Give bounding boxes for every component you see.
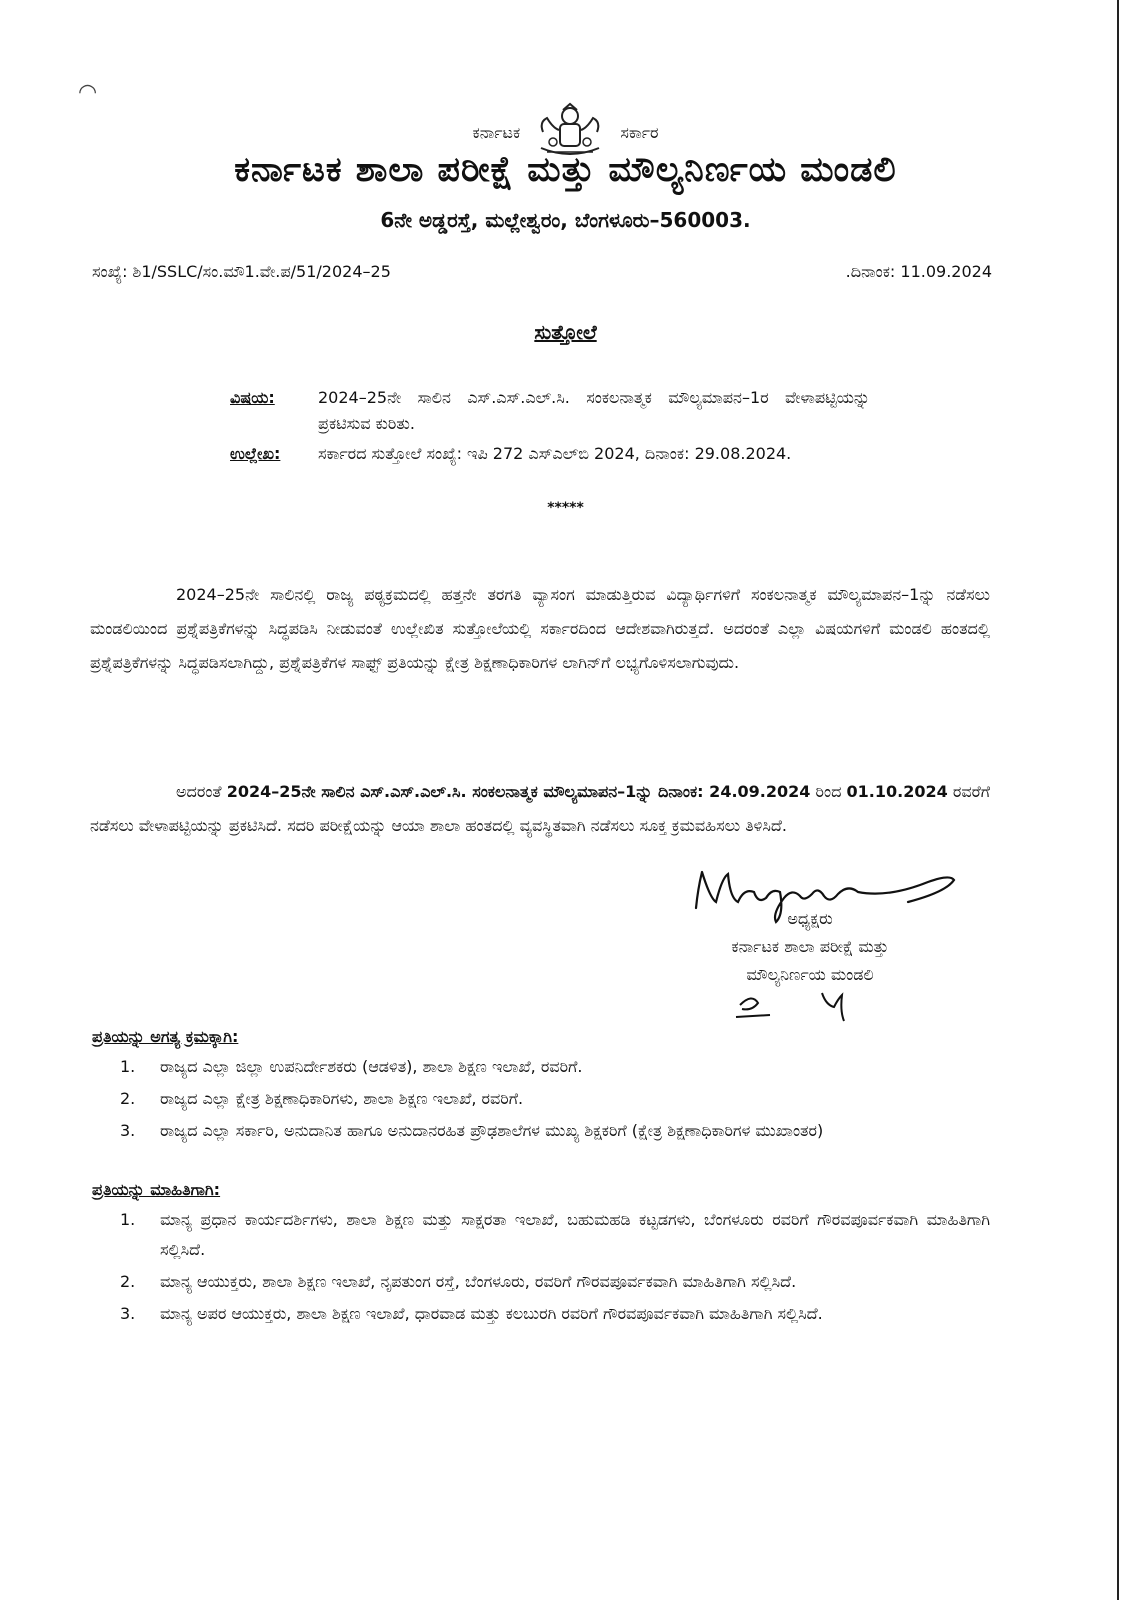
- list-item: [120, 1084, 990, 1114]
- list-text: ರಾಜ್ಯದ ಎಲ್ಲಾ ಸರ್ಕಾರಿ, ಅನುದಾನಿತ ಹಾಗೂ ಅನುದಾನರಹಿತ ಪ್ರೌಢಶಾಲೆಗಳ ಮುಖ್ಯ ಶಿಕ್ಷಕರಿಗೆ (ಕ್ಷೇತ್ರ ಶಿಕ್ಷಣಾಧಿಕಾರಿಗಳ ಮುಖಾಂತರ): [160, 1121, 824, 1140]
- list-number: 2.: [120, 1272, 136, 1291]
- list-number: 3.: [120, 1304, 136, 1323]
- list-text: ಮಾನ್ಯ ಆಯುಕ್ತರು, ಶಾಲಾ ಶಿಕ್ಷಣ ಇಲಾಖೆ, ನೃಪತುಂಗ ರಸ್ತೆ, ಬೆಂಗಳೂರು, ರವರಿಗೆ ಗೌರವಪೂರ್ವಕವಾಗಿ ಮಾಹಿತಿಗಾಗಿ ಸಲ್ಲಿಸಿದೆ.: [160, 1272, 797, 1291]
- list-number: 2.: [120, 1089, 136, 1108]
- page-edge-line: [1117, 0, 1119, 1600]
- reference-note-label: ಉಲ್ಲೇಖ:: [230, 444, 281, 463]
- list-item: [120, 1299, 990, 1329]
- reference-note-text: ಸರ್ಕಾರದ ಸುತ್ತೋಲೆ ಸಂಖ್ಯೆ: ಇಪಿ 272 ಎಸ್‌ಎಲ್‌ಬಿ 2024, ದಿನಾಂಕ: 29.08.2024.: [318, 444, 792, 463]
- list-item: [120, 1116, 990, 1146]
- list-text: ಮಾನ್ಯ ಅಪರ ಆಯುಕ್ತರು, ಶಾಲಾ ಶಿಕ್ಷಣ ಇಲಾಖೆ, ಧಾರವಾಡ ಮತ್ತು ಕಲಬುರಗಿ ರವರಿಗೆ ಗೌರವಪೂರ್ವಕವಾಗಿ ಮಾಹಿತಿಗಾಗಿ ಸಲ್ಲಿಸಿದೆ.: [160, 1304, 823, 1323]
- subject-row: [230, 385, 870, 437]
- signatory-block: [660, 905, 960, 989]
- body-paragraph-2: [90, 775, 990, 843]
- paragraph2-part1: ಅದರಂತೆ: [176, 782, 227, 801]
- body-paragraph-1: 2024–25ನೇ ಸಾಲಿನಲ್ಲಿ ರಾಜ್ಯ ಪಠ್ಯಕ್ರಮದಲ್ಲಿ ಹತ್ತನೇ ತರಗತಿ ವ್ಯಾಸಂಗ ಮಾಡುತ್ತಿರುವ ವಿದ್ಯಾರ್ಥಿಗಳಿಗೆ ಸಂಕಲನಾತ್ಮಕ ಮೌಲ್ಯಮಾಪನ–1ನ್ನು ನಡೆಸಲು ಮಂಡಲಿಯಿಂದ ಪ್ರಶ್ನೆಪತ್ರಿಕೆಗಳನ್ನು ಸಿದ್ಧಪಡಿಸಿ ನೀಡುವಂತೆ ಉಲ್ಲೇಖಿತ ಸುತ್ತೋಲೆಯಲ್ಲಿ ಸರ್ಕಾರದಿಂದ ಆದೇಶವಾಗಿರುತ್ತದೆ. ಅದರಂತೆ ಎಲ್ಲಾ ವಿಷಯಗಳಿಗೆ ಮಂಡಲಿ ಹಂತದಲ್ಲಿ ಪ್ರಶ್ನೆಪತ್ರಿಕೆಗಳನ್ನು ಸಿದ್ಧಪಡಿಸಲಾಗಿದ್ದು, ಪ್ರಶ್ನೆಪತ್ರಿಕೆಗಳ ಸಾಫ್ಟ್ ಪ್ರತಿಯನ್ನು ಕ್ಷೇತ್ರ ಶಿಕ್ಷಣಾಧಿಕಾರಿಗಳ ಲಾಗಿನ್‌ಗೆ ಲಭ್ಯಗೊಳಿಸಲಾಗುವುದು.: [90, 585, 990, 672]
- corner-mark-icon: ◠: [78, 80, 98, 105]
- paragraph2-part2: ರಿಂದ: [810, 782, 847, 801]
- subject-text: 2024–25ನೇ ಸಾಲಿನ ಎಸ್.ಎಸ್.ಎಲ್.ಸಿ. ಸಂಕಲನಾತ್ಮಕ ಮೌಲ್ಯಮಾಪನ–1ರ ವೇಳಾಪಟ್ಟಿಯನ್ನು ಪ್ರಕಟಿಸುವ ಕುರಿತು.: [318, 388, 870, 433]
- separator-stars: *****: [547, 500, 584, 516]
- circular-heading: ಸುತ್ತೋಲೆ: [534, 320, 597, 344]
- list-text: ಮಾನ್ಯ ಪ್ರಧಾನ ಕಾರ್ಯದರ್ಶಿಗಳು, ಶಾಲಾ ಶಿಕ್ಷಣ ಮತ್ತು ಸಾಕ್ಷರತಾ ಇಲಾಖೆ, ಬಹುಮಹಡಿ ಕಟ್ಟಡಗಳು, ಬೆಂಗಳೂರು ರವರಿಗೆ ಗೌರವಪೂರ್ವಕವಾಗಿ ಮಾಹಿತಿಗಾಗಿ ಸಲ್ಲಿಸಿದೆ.: [160, 1210, 990, 1259]
- copy-info-list: [120, 1205, 990, 1331]
- reference-date: .ದಿನಾಂಕ: 11.09.2024: [845, 262, 992, 281]
- initials-icon: [730, 985, 860, 1025]
- subject-block: [230, 385, 870, 471]
- subject-label: ವಿಷಯ:: [230, 388, 275, 407]
- list-number: 3.: [120, 1121, 136, 1140]
- paragraph2-bold2: 01.10.2024: [846, 782, 948, 801]
- list-number: 1.: [120, 1210, 136, 1229]
- signatory-org-line1: ಕರ್ನಾಟಕ ಶಾಲಾ ಪರೀಕ್ಷೆ ಮತ್ತು: [731, 937, 889, 956]
- list-text: ರಾಜ್ಯದ ಎಲ್ಲಾ ಕ್ಷೇತ್ರ ಶಿಕ್ಷಣಾಧಿಕಾರಿಗಳು, ಶಾಲಾ ಶಿಕ್ಷಣ ಇಲಾಖೆ, ರವರಿಗೆ.: [160, 1089, 524, 1108]
- header-right-text: ಸರ್ಕಾರ: [620, 123, 659, 142]
- reference-number: ಸಂಖ್ಯೆ: ಶಿ1/SSLC/ಸಂ.ಮೌ1.ವೇ.ಪ/51/2024–25: [92, 262, 391, 281]
- paragraph2-part3: ರವರೆಗೆ ನಡೆಸಲು ವೇಳಾಪಟ್ಟಿಯನ್ನು ಪ್ರಕಟಿಸಿದೆ. ಸದರಿ ಪರೀಕ್ಷೆಯನ್ನು ಆಯಾ ಶಾಲಾ ಹಂತದಲ್ಲಿ ವ್ಯವಸ್ಥಿತವಾಗಿ ನಡೆಸಲು ಸೂಕ್ತ ಕ್ರಮವಹಿಸಲು ತಿಳಿಸಿದೆ.: [90, 782, 991, 835]
- list-item: [120, 1052, 990, 1082]
- signatory-org-line2: ಮೌಲ್ಯನಿರ್ಣಯ ಮಂಡಲಿ: [746, 965, 874, 984]
- reference-note-row: [230, 441, 870, 467]
- organization-title: ಕರ್ನಾಟಕ ಶಾಲಾ ಪರೀಕ್ಷೆ ಮತ್ತು ಮೌಲ್ಯನಿರ್ಣಯ ಮಂಡಲಿ: [234, 150, 897, 190]
- organization-address: 6ನೇ ಅಡ್ಡರಸ್ತೆ, ಮಲ್ಲೇಶ್ವರಂ, ಬೆಂಗಳೂರು–560003.: [380, 208, 751, 232]
- list-item: [120, 1205, 990, 1265]
- list-text: ರಾಜ್ಯದ ಎಲ್ಲಾ ಜಿಲ್ಲಾ ಉಪನಿರ್ದೇಶಕರು (ಆಡಳಿತ), ಶಾಲಾ ಶಿಕ್ಷಣ ಇಲಾಖೆ, ರವರಿಗೆ.: [160, 1057, 583, 1076]
- copy-action-list: [120, 1052, 990, 1148]
- paragraph2-bold1: 2024–25ನೇ ಸಾಲಿನ ಎಸ್.ಎಸ್.ಎಲ್.ಸಿ. ಸಂಕಲನಾತ್ಮಕ ಮೌಲ್ಯಮಾಪನ–1ನ್ನು ದಿನಾಂಕ: 24.09.2024: [226, 782, 811, 801]
- copy-action-heading: ಪ್ರತಿಯನ್ನು ಅಗತ್ಯ ಕ್ರಮಕ್ಕಾಗಿ:: [92, 1027, 239, 1046]
- list-item: [120, 1267, 990, 1297]
- list-number: 1.: [120, 1057, 136, 1076]
- copy-info-heading: ಪ್ರತಿಯನ್ನು ಮಾಹಿತಿಗಾಗಿ:: [92, 1180, 221, 1199]
- header-left-text: ಕರ್ನಾಟಕ: [472, 123, 521, 142]
- signatory-designation: ಅಧ್ಯಕ್ಷರು: [787, 909, 833, 928]
- reference-line: [92, 262, 992, 282]
